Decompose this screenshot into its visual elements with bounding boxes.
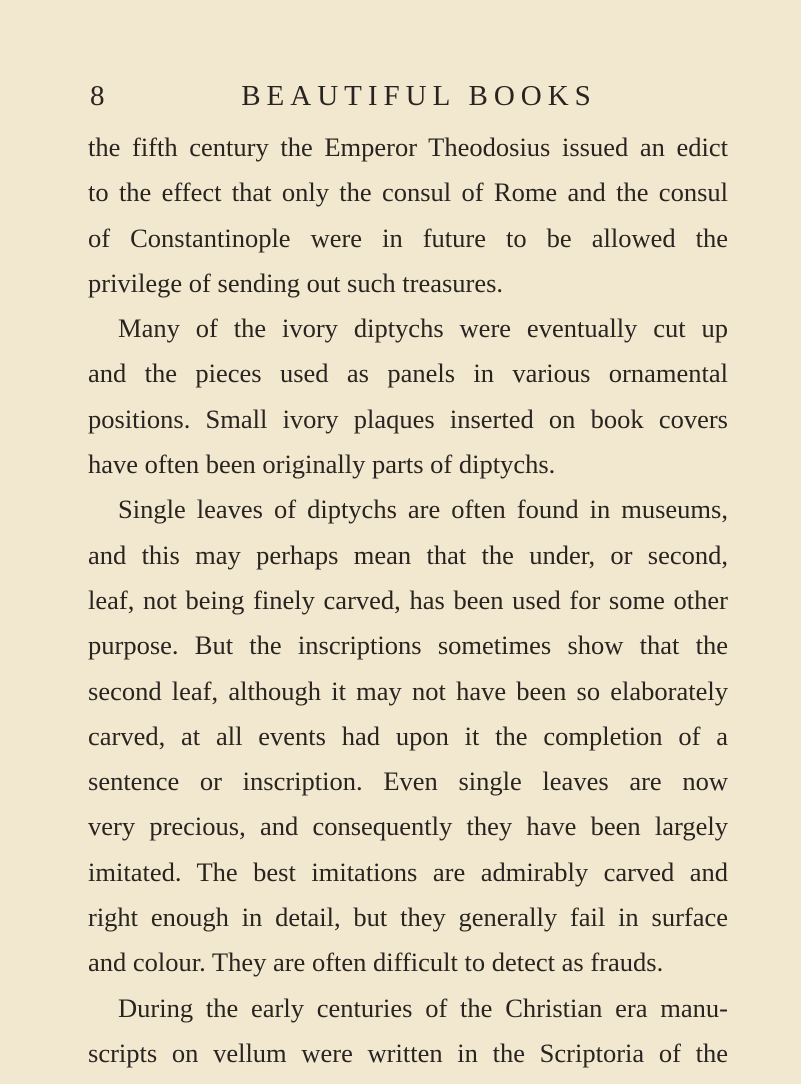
- text-line: carved, at all events had upon it the completion of a: [88, 720, 728, 751]
- running-title: BEAUTIFUL BOOKS: [241, 80, 597, 112]
- text-line: scripts on vellum were written in the Scriptoria of the: [88, 1037, 728, 1068]
- text-line: the fifth century the Emperor Theodosius issued an edict: [88, 132, 728, 162]
- text-line: of Constantinople were in future to be allowed the: [88, 222, 728, 253]
- text-line: leaf, not being finely carved, has been used for some other: [88, 584, 728, 615]
- text-line: and colour. They are often difficult to detect as frauds.: [88, 947, 664, 978]
- text-line: right enough in detail, but they generally fail in surface: [88, 902, 728, 933]
- text-line: to the effect that only the consul of Rome and the consul: [88, 177, 728, 208]
- text-line: purpose. But the inscriptions sometimes show that the: [88, 630, 728, 661]
- text-line: have often been originally parts of diptychs.: [88, 449, 556, 480]
- text-line: Many of the ivory diptychs were eventually cut up: [118, 313, 728, 344]
- text-line: and the pieces used as panels in various ornamental: [88, 358, 728, 389]
- text-line: privilege of sending out such treasures.: [88, 267, 504, 298]
- text-line: second leaf, although it may not have been so elaborately: [88, 675, 728, 706]
- body-text: [88, 125, 728, 1076]
- text-line: sentence or inscription. Even single leaves are now: [88, 766, 728, 797]
- page-number: 8: [90, 80, 105, 112]
- text-line: very precious, and consequently they have been largely: [88, 811, 728, 842]
- page-header: [90, 76, 720, 120]
- text-line: Single leaves of diptychs are often found in museums,: [118, 494, 728, 525]
- text-line: imitated. The best imitations are admirably carved and: [88, 856, 728, 887]
- text-line: During the early centuries of the Christian era manu-: [118, 992, 728, 1023]
- text-line: and this may perhaps mean that the under, or second,: [88, 539, 728, 570]
- text-line: positions. Small ivory plaques inserted on book covers: [88, 403, 728, 434]
